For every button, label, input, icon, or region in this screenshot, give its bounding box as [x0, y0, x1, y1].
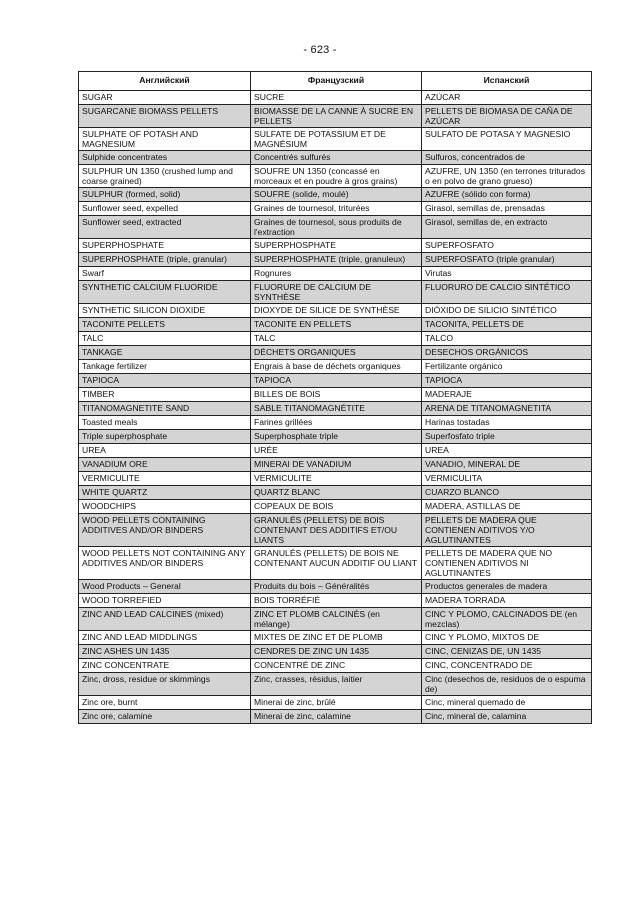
cell-spanish: Girasol, semillas de, en extracto	[422, 216, 592, 239]
cell-french: Engrais à base de déchets organiques	[251, 360, 422, 374]
header-row	[79, 72, 592, 91]
table-row	[79, 486, 592, 500]
cell-french: VERMICULITE	[251, 472, 422, 486]
cell-english: Triple superphosphate	[79, 430, 251, 444]
cell-english: SULPHATE OF POTASH AND MAGNESIUM	[79, 128, 251, 151]
cell-english: SYNTHETIC SILICON DIOXIDE	[79, 304, 251, 318]
cell-spanish: PELLETS DE BIOMASA DE CAÑA DE AZÚCAR	[422, 105, 592, 128]
cell-spanish: UREA	[422, 444, 592, 458]
cell-spanish: FLUORURO DE CALCIO SINTÉTICO	[422, 281, 592, 304]
cell-spanish: VERMICULITA	[422, 472, 592, 486]
cell-french: Superphosphate triple	[251, 430, 422, 444]
cell-french: BIOMASSE DE LA CANNE À SUCRE EN PELLETS	[251, 105, 422, 128]
table-row	[79, 416, 592, 430]
cell-french: URÉE	[251, 444, 422, 458]
cell-spanish: SUPERFOSFATO (triple granular)	[422, 253, 592, 267]
cell-french: CONCENTRÉ DE ZINC	[251, 659, 422, 673]
cell-english: Sunflower seed, expelled	[79, 202, 251, 216]
cell-spanish: MADERA TORRADA	[422, 594, 592, 608]
cell-french: Produits du bois – Généralités	[251, 580, 422, 594]
table-row	[79, 165, 592, 188]
table-row	[79, 267, 592, 281]
cell-french: CENDRES DE ZINC UN 1435	[251, 645, 422, 659]
cell-spanish: Sulfuros, concentrados de	[422, 151, 592, 165]
cell-spanish: CINC, CENIZAS DE, UN 1435	[422, 645, 592, 659]
page-number: - 623 -	[303, 44, 337, 56]
cell-spanish: TAPIOCA	[422, 374, 592, 388]
cell-french: Rognures	[251, 267, 422, 281]
cell-english: Zinc ore, burnt	[79, 696, 251, 710]
table-row	[79, 105, 592, 128]
cell-french: SUCRE	[251, 91, 422, 105]
cell-english: WOODCHIPS	[79, 500, 251, 514]
cell-spanish: Fertilizante orgánico	[422, 360, 592, 374]
cell-english: TIMBER	[79, 388, 251, 402]
cell-french: GRANULÉS (PELLETS) DE BOIS CONTENANT DES ADDITIFS ET/OU LIANTS	[251, 514, 422, 547]
table-row	[79, 458, 592, 472]
cell-french: Concentrés sulfurés	[251, 151, 422, 165]
table-row	[79, 216, 592, 239]
cell-french: DÉCHETS ORGANIQUES	[251, 346, 422, 360]
table-row	[79, 253, 592, 267]
cell-english: TITANOMAGNETITE SAND	[79, 402, 251, 416]
cell-spanish: ARENA DE TITANOMAGNETITA	[422, 402, 592, 416]
cell-english: Sulphide concentrates	[79, 151, 251, 165]
cell-spanish: Cinc (desechos de, residuos de o espuma de)	[422, 673, 592, 696]
cell-french: SUPERPHOSPHATE	[251, 239, 422, 253]
cell-french: Zinc, crasses, résidus, laitier	[251, 673, 422, 696]
cell-french: QUARTZ BLANC	[251, 486, 422, 500]
cell-spanish: MADERAJE	[422, 388, 592, 402]
cell-english: WHITE QUARTZ	[79, 486, 251, 500]
cell-french: TAPIOCA	[251, 374, 422, 388]
table-row	[79, 91, 592, 105]
cell-spanish: MADERA, ASTILLAS DE	[422, 500, 592, 514]
cell-french: TALC	[251, 332, 422, 346]
cell-english: UREA	[79, 444, 251, 458]
cell-french: FLUORURE DE CALCIUM DE SYNTHÈSE	[251, 281, 422, 304]
cell-spanish: VANADIO, MINERAL DE	[422, 458, 592, 472]
cell-spanish: CINC Y PLOMO, CALCINADOS DE (en mezclas)	[422, 608, 592, 631]
header-english: Английский	[79, 72, 251, 91]
table-row	[79, 631, 592, 645]
cell-english: TANKAGE	[79, 346, 251, 360]
table-row	[79, 659, 592, 673]
cell-french: COPEAUX DE BOIS	[251, 500, 422, 514]
table-row	[79, 281, 592, 304]
cell-french: ZINC ET PLOMB CALCINÉS (en mélange)	[251, 608, 422, 631]
table-row	[79, 188, 592, 202]
cell-french: BILLES DE BOIS	[251, 388, 422, 402]
cell-spanish: DESECHOS ORGÁNICOS	[422, 346, 592, 360]
cell-french: Minerai de zinc, calamine	[251, 710, 422, 724]
cell-english: Wood Products – General	[79, 580, 251, 594]
cell-english: TACONITE PELLETS	[79, 318, 251, 332]
cell-spanish: TACONITA, PELLETS DE	[422, 318, 592, 332]
table-row	[79, 514, 592, 547]
cell-english: SULPHUR (formed, solid)	[79, 188, 251, 202]
cell-english: SYNTHETIC CALCIUM FLUORIDE	[79, 281, 251, 304]
cell-english: VANADIUM ORE	[79, 458, 251, 472]
cell-english: TALC	[79, 332, 251, 346]
cell-english: ZINC AND LEAD CALCINES (mixed)	[79, 608, 251, 631]
cell-english: Sunflower seed, extracted	[79, 216, 251, 239]
cell-spanish: CUARZO BLANCO	[422, 486, 592, 500]
cell-english: ZINC ASHES UN 1435	[79, 645, 251, 659]
cell-spanish: Productos generales de madera	[422, 580, 592, 594]
cell-french: MINERAI DE VANADIUM	[251, 458, 422, 472]
cell-english: WOOD PELLETS NOT CONTAINING ANY ADDITIVES AND/OR BINDERS	[79, 547, 251, 580]
cell-spanish: CINC, CONCENTRADO DE	[422, 659, 592, 673]
cell-french: SUPERPHOSPHATE (triple, granuleux)	[251, 253, 422, 267]
cell-english: ZINC AND LEAD MIDDLINGS	[79, 631, 251, 645]
table-row	[79, 202, 592, 216]
cell-english: SUGAR	[79, 91, 251, 105]
cell-french: MIXTES DE ZINC ET DE PLOMB	[251, 631, 422, 645]
cell-french: Graines de tournesol, triturées	[251, 202, 422, 216]
header-french: Французский	[251, 72, 422, 91]
table-row	[79, 128, 592, 151]
cell-spanish: AZUFRE (sólido con forma)	[422, 188, 592, 202]
table-row	[79, 608, 592, 631]
cell-spanish: TALCO	[422, 332, 592, 346]
table-row	[79, 239, 592, 253]
cell-spanish: Superfosfato triple	[422, 430, 592, 444]
cell-english: VERMICULITE	[79, 472, 251, 486]
table-row	[79, 402, 592, 416]
cell-english: ZINC CONCENTRATE	[79, 659, 251, 673]
table-row	[79, 673, 592, 696]
table-row	[79, 332, 592, 346]
table-row	[79, 304, 592, 318]
table-row	[79, 151, 592, 165]
cell-english: Tankage fertilizer	[79, 360, 251, 374]
cell-spanish: Girasol, semillas de, prensadas	[422, 202, 592, 216]
table-row	[79, 360, 592, 374]
cell-spanish: SULFATO DE POTASA Y MAGNESIO	[422, 128, 592, 151]
cell-spanish: CINC Y PLOMO, MIXTOS DE	[422, 631, 592, 645]
cell-english: WOOD TORREFIED	[79, 594, 251, 608]
cell-french: TACONITE EN PELLETS	[251, 318, 422, 332]
table-row	[79, 444, 592, 458]
table-row	[79, 472, 592, 486]
cell-french: Farines grillées	[251, 416, 422, 430]
cell-french: GRANULÉS (PELLETS) DE BOIS NE CONTENANT AUCUN ADDITIF OU LIANT	[251, 547, 422, 580]
table-row	[79, 580, 592, 594]
table-row	[79, 594, 592, 608]
table-row	[79, 645, 592, 659]
cell-spanish: PELLETS DE MADERA QUE CONTIENEN ADITIVOS Y/O AGLUTINANTES	[422, 514, 592, 547]
cell-english: Zinc, dross, residue or skimmings	[79, 673, 251, 696]
cell-spanish: AZÚCAR	[422, 91, 592, 105]
cell-french: BOIS TORRÉFIÉ	[251, 594, 422, 608]
cell-french: SABLE TITANOMAGNÉTITE	[251, 402, 422, 416]
table-row	[79, 388, 592, 402]
cell-french: SOUFRE UN 1350 (concassé en morceaux et en poudre à gros grains)	[251, 165, 422, 188]
cell-spanish: DIÓXIDO DE SILICIO SINTÉTICO	[422, 304, 592, 318]
table-row	[79, 500, 592, 514]
cell-english: Zinc ore, calamine	[79, 710, 251, 724]
table-row	[79, 547, 592, 580]
cell-french: DIOXYDE DE SILICE DE SYNTHÈSE	[251, 304, 422, 318]
table-row	[79, 696, 592, 710]
cell-spanish: Virutas	[422, 267, 592, 281]
table-row	[79, 374, 592, 388]
cell-english: Swarf	[79, 267, 251, 281]
cell-english: SULPHUR UN 1350 (crushed lump and coarse grained)	[79, 165, 251, 188]
table-row	[79, 346, 592, 360]
cell-french: SULFATE DE POTASSIUM ET DE MAGNÉSIUM	[251, 128, 422, 151]
cell-spanish: SUPERFOSFATO	[422, 239, 592, 253]
header-spanish: Испанский	[422, 72, 592, 91]
table-row	[79, 710, 592, 724]
cell-english: TAPIOCA	[79, 374, 251, 388]
cell-english: Toasted meals	[79, 416, 251, 430]
cell-spanish: Cinc, mineral quemado de	[422, 696, 592, 710]
cell-french: Graines de tournesol, sous produits de l'extraction	[251, 216, 422, 239]
cell-english: SUPERPHOSPHATE	[79, 239, 251, 253]
cell-english: SUGARCANE BIOMASS PELLETS	[79, 105, 251, 128]
cell-spanish: AZUFRE, UN 1350 (en terrones triturados o en polvo de grano grueso)	[422, 165, 592, 188]
cell-french: Minerai de zinc, brûlé	[251, 696, 422, 710]
cell-french: SOUFRE (solide, moulé)	[251, 188, 422, 202]
cell-english: SUPERPHOSPHATE (triple, granular)	[79, 253, 251, 267]
cell-spanish: PELLETS DE MADERA QUE NO CONTIENEN ADITIVOS NI AGLUTINANTES	[422, 547, 592, 580]
glossary-table	[78, 71, 592, 724]
table-row	[79, 430, 592, 444]
cell-spanish: Harinas tostadas	[422, 416, 592, 430]
cell-english: WOOD PELLETS CONTAINING ADDITIVES AND/OR BINDERS	[79, 514, 251, 547]
table-row	[79, 318, 592, 332]
cell-spanish: Cinc, mineral de, calamina	[422, 710, 592, 724]
